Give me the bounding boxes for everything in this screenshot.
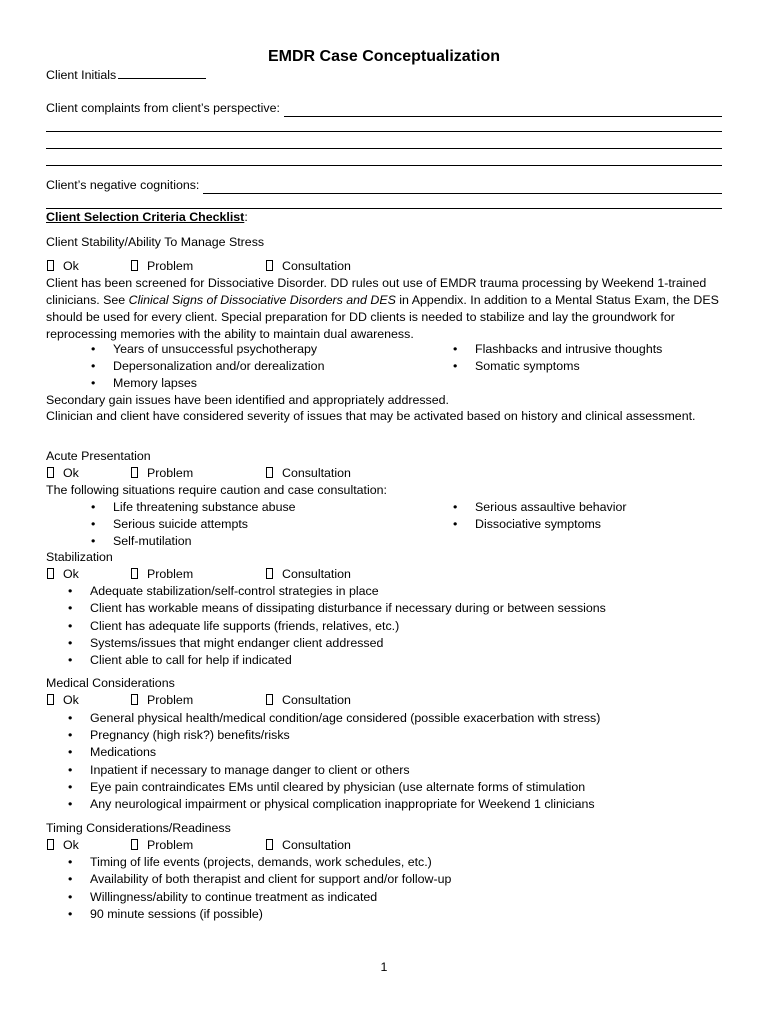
checkbox-icon[interactable] bbox=[266, 568, 273, 579]
client-initials-label: Client Initials bbox=[46, 68, 117, 82]
list-item: • General physical health/medical condition/age considered (possible exacerbation with stress) bbox=[90, 710, 600, 727]
list-item: • Years of unsuccessful psychotherapy bbox=[113, 341, 317, 358]
timing-heading: Timing Considerations/Readiness bbox=[46, 821, 231, 835]
consultation-label: Consultation bbox=[282, 838, 351, 852]
list-item: • Inpatient if necessary to manage danger to client or others bbox=[90, 762, 410, 779]
complaints-line-2[interactable] bbox=[46, 131, 722, 132]
list-item: • 90 minute sessions (if possible) bbox=[90, 906, 263, 923]
checklist-heading-colon: : bbox=[244, 210, 248, 224]
document-title: EMDR Case Conceptualization bbox=[267, 48, 501, 65]
acute-intro: The following situations require caution and case consultation: bbox=[46, 483, 387, 497]
list-item: • Client able to call for help if indicated bbox=[90, 652, 292, 669]
ok-label: Ok bbox=[63, 259, 79, 273]
stability-consultation-option[interactable] bbox=[265, 258, 351, 275]
client-complaints-field bbox=[46, 100, 722, 117]
timing-ok-option[interactable] bbox=[46, 837, 79, 854]
page-number: 1 bbox=[380, 960, 388, 974]
list-item: • Life threatening substance abuse bbox=[113, 499, 296, 516]
client-cognitions-field bbox=[46, 177, 722, 194]
dd-text-b: in Appendix. In addition to a Mental Status Exam, the DES should be used for every client. Special preparation for DD clients is needed to stabilize and lay the groundwork for reprocessing memories with the ability to maintain dual awareness. bbox=[46, 293, 719, 341]
ok-label: Ok bbox=[63, 466, 79, 480]
problem-label: Problem bbox=[147, 259, 194, 273]
acute-consultation-option[interactable] bbox=[265, 465, 351, 482]
list-item: • Flashbacks and intrusive thoughts bbox=[475, 341, 662, 358]
list-item: • Willingness/ability to continue treatment as indicated bbox=[90, 889, 377, 906]
checkbox-icon[interactable] bbox=[47, 467, 54, 478]
list-item: • Self-mutilation bbox=[113, 533, 192, 550]
client-cognitions-blank[interactable] bbox=[203, 180, 722, 194]
stabilization-consultation-option[interactable] bbox=[265, 566, 351, 583]
ok-label: Ok bbox=[63, 838, 79, 852]
timing-consultation-option[interactable] bbox=[265, 837, 351, 854]
medical-heading: Medical Considerations bbox=[46, 676, 175, 690]
list-item: • Somatic symptoms bbox=[475, 358, 580, 375]
dd-appendix-reference: Clinical Signs of Dissociative Disorders and DES bbox=[128, 293, 396, 307]
client-complaints-blank[interactable] bbox=[284, 103, 722, 117]
list-item: • Serious suicide attempts bbox=[113, 516, 248, 533]
stabilization-heading: Stabilization bbox=[46, 550, 113, 564]
problem-label: Problem bbox=[147, 466, 194, 480]
acute-ok-option[interactable] bbox=[46, 465, 79, 482]
ok-label: Ok bbox=[63, 693, 79, 707]
stability-ok-option[interactable] bbox=[46, 258, 79, 275]
checkbox-icon[interactable] bbox=[47, 839, 54, 850]
checkbox-icon[interactable] bbox=[266, 260, 273, 271]
list-item: • Depersonalization and/or derealization bbox=[113, 358, 324, 375]
stability-problem-option[interactable] bbox=[130, 258, 193, 275]
medical-ok-option[interactable] bbox=[46, 692, 79, 709]
list-item: • Memory lapses bbox=[113, 375, 197, 392]
list-item: • Dissociative symptoms bbox=[475, 516, 601, 533]
secondary-gain-text: Secondary gain issues have been identified and appropriately addressed. bbox=[46, 393, 449, 407]
list-item: • Eye pain contraindicates EMs until cleared by physician (use alternate forms of stimulation bbox=[90, 779, 585, 796]
list-item: • Adequate stabilization/self-control strategies in place bbox=[90, 583, 379, 600]
list-item: • Client has workable means of dissipating disturbance if necessary during or between sessions bbox=[90, 600, 606, 617]
severity-text: Clinician and client have considered severity of issues that may be activated based on history and clinical assessment. bbox=[46, 409, 696, 423]
checkbox-icon[interactable] bbox=[131, 467, 138, 478]
client-initials-blank[interactable] bbox=[118, 66, 206, 79]
list-item: • Serious assaultive behavior bbox=[475, 499, 627, 516]
checkbox-icon[interactable] bbox=[47, 260, 54, 271]
consultation-label: Consultation bbox=[282, 259, 351, 273]
checklist-heading-text: Client Selection Criteria Checklist bbox=[46, 210, 245, 224]
checkbox-icon[interactable] bbox=[131, 839, 138, 850]
checkbox-icon[interactable] bbox=[266, 839, 273, 850]
list-item: • Any neurological impairment or physical complication inappropriate for Weekend 1 clinicians bbox=[90, 796, 595, 813]
complaints-line-3[interactable] bbox=[46, 148, 722, 149]
consultation-label: Consultation bbox=[282, 693, 351, 707]
checkbox-icon[interactable] bbox=[266, 694, 273, 705]
stability-paragraph-dd bbox=[46, 275, 726, 343]
checklist-heading bbox=[46, 209, 722, 226]
checkbox-icon[interactable] bbox=[47, 694, 54, 705]
consultation-label: Consultation bbox=[282, 466, 351, 480]
acute-problem-option[interactable] bbox=[130, 465, 193, 482]
dd-text-a: Client has been screened for Dissociative Disorder. DD rules out use of EMDR trauma processing by Weekend 1-trained clinicians. See bbox=[46, 276, 707, 307]
stabilization-problem-option[interactable] bbox=[130, 566, 193, 583]
checkbox-icon[interactable] bbox=[131, 568, 138, 579]
checkbox-icon[interactable] bbox=[131, 260, 138, 271]
checkbox-icon[interactable] bbox=[266, 467, 273, 478]
list-item: • Availability of both therapist and client for support and/or follow-up bbox=[90, 871, 451, 888]
problem-label: Problem bbox=[147, 567, 194, 581]
medical-problem-option[interactable] bbox=[130, 692, 193, 709]
consultation-label: Consultation bbox=[282, 567, 351, 581]
list-item: • Timing of life events (projects, demands, work schedules, etc.) bbox=[90, 854, 432, 871]
stabilization-ok-option[interactable] bbox=[46, 566, 79, 583]
ok-label: Ok bbox=[63, 567, 79, 581]
timing-problem-option[interactable] bbox=[130, 837, 193, 854]
client-initials-field bbox=[46, 66, 722, 84]
checkbox-icon[interactable] bbox=[131, 694, 138, 705]
list-item: • Medications bbox=[90, 744, 156, 761]
problem-label: Problem bbox=[147, 693, 194, 707]
list-item: • Systems/issues that might endanger client addressed bbox=[90, 635, 383, 652]
list-item: • Client has adequate life supports (friends, relatives, etc.) bbox=[90, 618, 399, 635]
client-cognitions-label: Client’s negative cognitions: bbox=[46, 178, 200, 192]
complaints-line-4[interactable] bbox=[46, 165, 722, 166]
problem-label: Problem bbox=[147, 838, 194, 852]
list-item: • Pregnancy (high risk?) benefits/risks bbox=[90, 727, 290, 744]
client-complaints-label: Client complaints from client’s perspective: bbox=[46, 101, 280, 115]
acute-heading: Acute Presentation bbox=[46, 449, 151, 463]
stability-heading: Client Stability/Ability To Manage Stress bbox=[46, 235, 265, 249]
checkbox-icon[interactable] bbox=[47, 568, 54, 579]
medical-consultation-option[interactable] bbox=[265, 692, 351, 709]
